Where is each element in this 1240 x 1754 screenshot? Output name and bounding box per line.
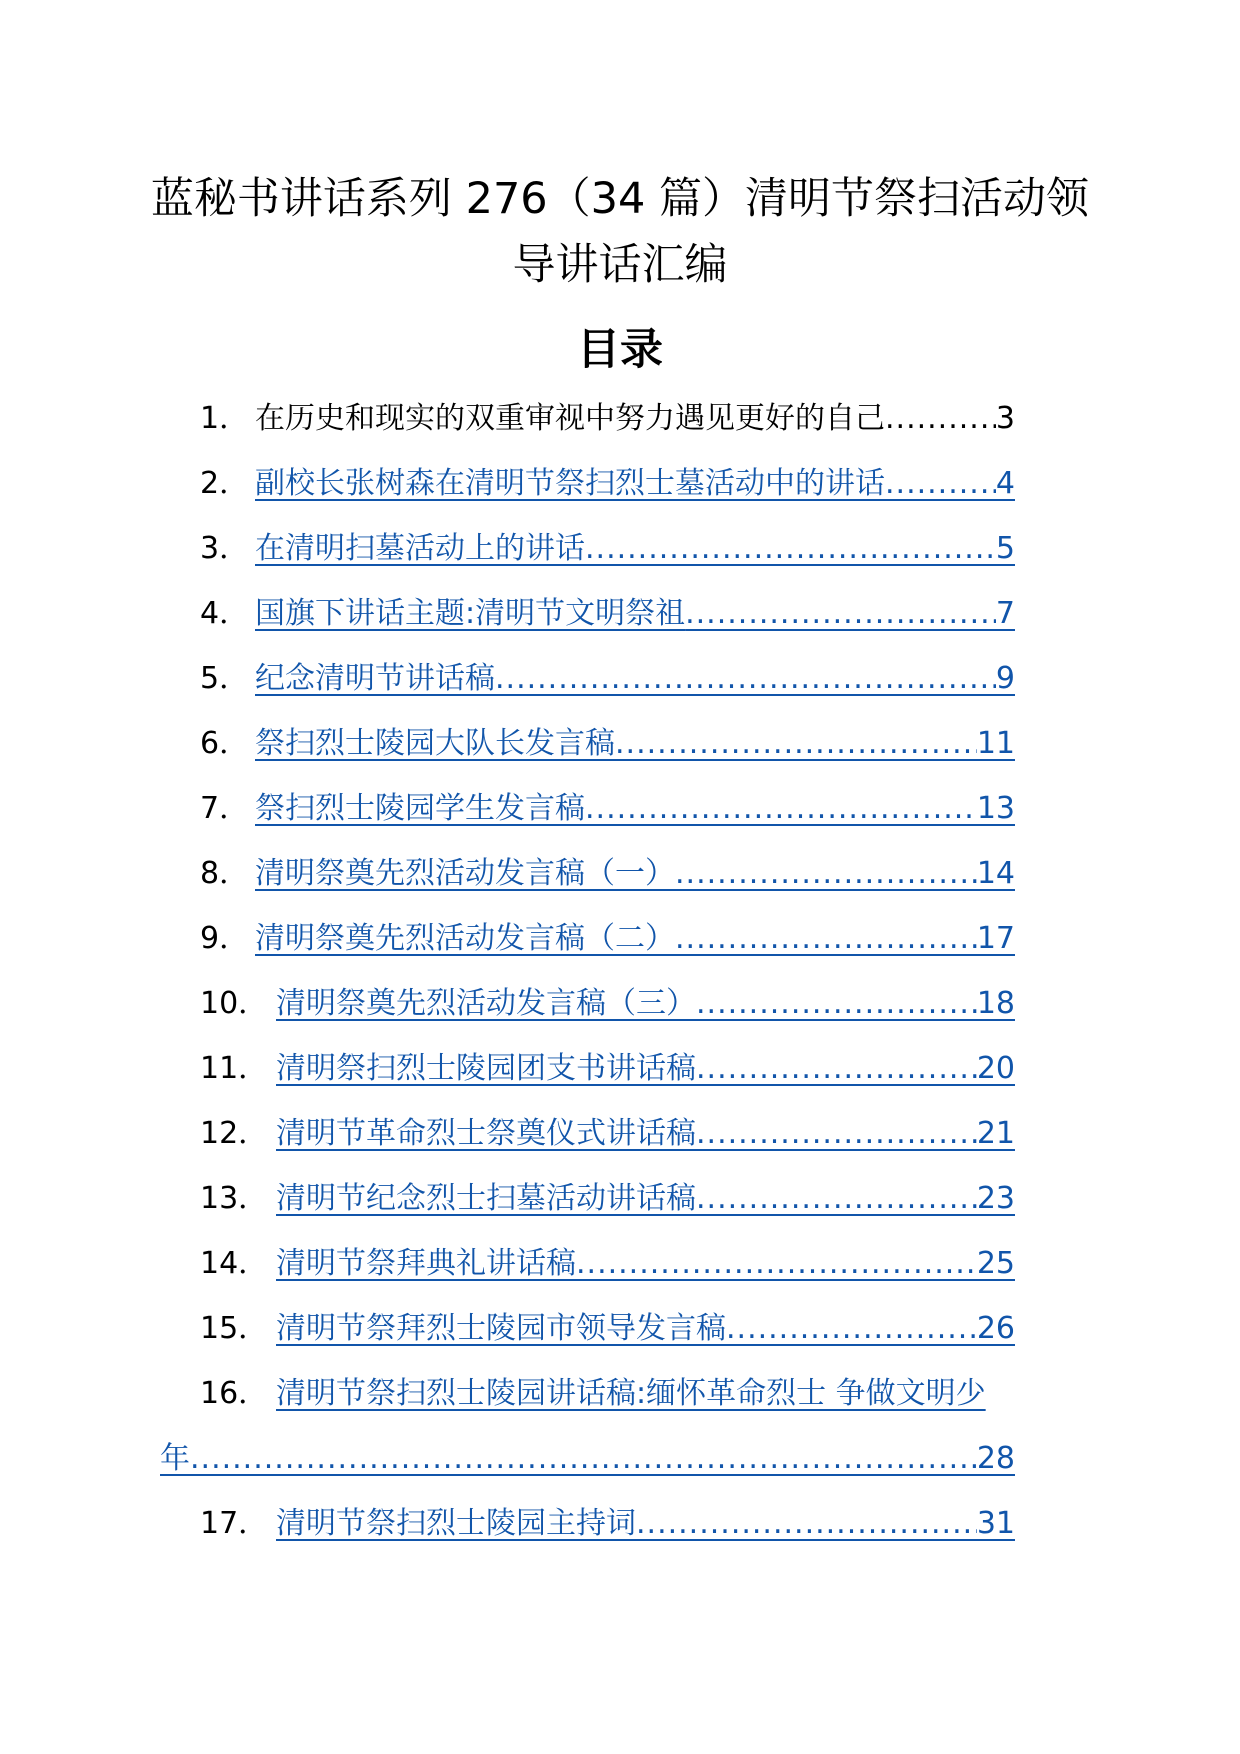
toc-entry-page: 17 (976, 921, 1015, 956)
toc-leader-dots (190, 1434, 977, 1484)
toc-leader-dots (636, 1499, 977, 1549)
toc-entry-title: 清明祭奠先烈活动发言稿（三） (276, 986, 696, 1021)
toc-entry-title: 清明节革命烈士祭奠仪式讲话稿 (276, 1116, 696, 1151)
toc-entry-link[interactable] (255, 914, 1015, 964)
toc-entry-page: 21 (976, 1116, 1015, 1151)
toc-entry-12 (160, 1109, 1100, 1174)
toc-entry-link[interactable] (255, 394, 1015, 444)
toc-entry-link[interactable] (255, 589, 1015, 639)
toc-entry-14 (160, 1239, 1100, 1304)
toc-leader-dots (675, 914, 977, 964)
toc-heading: 目录 (577, 325, 663, 375)
toc-entry-page: 4 (995, 466, 1015, 501)
toc-entry-link[interactable] (276, 1499, 1015, 1549)
toc-entry-number: 7． (200, 791, 250, 826)
toc-entry-page: 14 (976, 856, 1015, 891)
toc-entry-title: 国旗下讲话主题:清明节文明祭祖 (255, 596, 686, 631)
toc-entry-title-continued: 年 (160, 1441, 190, 1476)
toc-entry-link[interactable]: 清明节祭扫烈士陵园讲话稿:缅怀革命烈士 争做文明少 (276, 1376, 986, 1411)
toc-entry-7 (160, 784, 1100, 849)
toc-entry-1 (160, 394, 1100, 459)
toc-leader-dots (576, 1239, 977, 1289)
toc-entry-page: 9 (995, 661, 1015, 696)
toc-leader-dots (685, 589, 996, 639)
toc-leader-dots (885, 394, 996, 444)
toc-entry-number: 12． (200, 1116, 269, 1151)
toc-entry-page: 26 (976, 1311, 1015, 1346)
toc-leader-dots (585, 524, 996, 574)
toc-entry-link[interactable] (276, 1044, 1015, 1094)
toc-entry-number: 16． (200, 1376, 269, 1411)
toc-entry-link[interactable] (255, 524, 1015, 574)
toc-entry-number: 13． (200, 1181, 269, 1216)
toc-entry-title: 祭扫烈士陵园学生发言稿 (255, 791, 585, 826)
toc-entry-2 (160, 459, 1100, 524)
toc-entry-link[interactable] (160, 1434, 1015, 1484)
toc-entry-page: 5 (995, 531, 1015, 566)
toc-entry-title: 在清明扫墓活动上的讲话 (255, 531, 585, 566)
toc-entry-8 (160, 849, 1100, 914)
toc-entry-title: 副校长张树森在清明节祭扫烈士墓活动中的讲话 (255, 466, 885, 501)
toc-entry-link[interactable] (276, 1174, 1015, 1224)
toc-leader-dots (696, 979, 977, 1029)
toc-entry-17 (160, 1499, 1100, 1564)
toc-entry-link[interactable] (255, 784, 1015, 834)
toc-entry-6 (160, 719, 1100, 784)
toc-entry-page: 3 (995, 401, 1015, 436)
toc-entry-title: 清明节纪念烈士扫墓活动讲话稿 (276, 1181, 696, 1216)
toc-leader-dots (615, 719, 977, 769)
toc-entry-page: 25 (976, 1246, 1015, 1281)
toc-entry-number: 17． (200, 1506, 269, 1541)
toc-entry-link[interactable] (276, 1109, 1015, 1159)
toc-entry-number: 3． (200, 531, 250, 566)
toc-entry-9 (160, 914, 1100, 979)
toc-entry-number: 1． (200, 401, 250, 436)
toc-entry-link[interactable] (276, 1304, 1015, 1354)
toc-entry-page: 11 (976, 726, 1015, 761)
toc-leader-dots (585, 784, 977, 834)
toc-entry-title: 清明节祭拜烈士陵园市领导发言稿 (276, 1311, 726, 1346)
toc-entry-3 (160, 524, 1100, 589)
toc-entry-link[interactable] (255, 849, 1015, 899)
toc-entry-link[interactable] (255, 654, 1015, 704)
toc-leader-dots (675, 849, 977, 899)
toc-entry-number: 6． (200, 726, 250, 761)
toc-entry-number: 11． (200, 1051, 269, 1086)
toc-entry-number: 4． (200, 596, 250, 631)
toc-entry-title: 清明祭扫烈士陵园团支书讲话稿 (276, 1051, 696, 1086)
toc-entry-link[interactable] (276, 979, 1015, 1029)
toc-entry-title: 纪念清明节讲话稿 (255, 661, 495, 696)
toc-entry-16 (160, 1369, 1100, 1434)
toc-entry-page: 18 (976, 986, 1015, 1021)
toc-entry-title: 清明祭奠先烈活动发言稿（二） (255, 921, 675, 956)
toc-entry-13 (160, 1174, 1100, 1239)
toc-entry-page: 31 (976, 1506, 1015, 1541)
toc-entry-number: 15． (200, 1311, 269, 1346)
toc-leader-dots (696, 1174, 977, 1224)
toc-entry-10 (160, 979, 1100, 1044)
toc-entry-15 (160, 1304, 1100, 1369)
toc-entry-number: 8． (200, 856, 250, 891)
toc-entry-link[interactable] (255, 459, 1015, 509)
table-of-contents (160, 394, 1100, 1564)
toc-entry-title: 在历史和现实的双重审视中努力遇见更好的自己 (255, 401, 885, 436)
toc-entry-page: 7 (995, 596, 1015, 631)
toc-entry-page: 20 (976, 1051, 1015, 1086)
toc-entry-number: 10． (200, 986, 269, 1021)
toc-entry-page: 23 (976, 1181, 1015, 1216)
toc-entry-title: 清明祭奠先烈活动发言稿（一） (255, 856, 675, 891)
document-title: 蓝秘书讲话系列 276（34 篇）清明节祭扫活动领导讲话汇编 (150, 174, 1090, 290)
toc-entry-number: 14． (200, 1246, 269, 1281)
toc-entry-5 (160, 654, 1100, 719)
toc-entry-link[interactable] (276, 1239, 1015, 1289)
toc-entry-title: 清明节祭扫烈士陵园主持词 (276, 1506, 636, 1541)
toc-entry-16-continued (160, 1434, 1100, 1499)
toc-entry-title: 清明节祭拜典礼讲话稿 (276, 1246, 576, 1281)
toc-leader-dots (885, 459, 996, 509)
toc-entry-11 (160, 1044, 1100, 1109)
toc-entry-page: 28 (976, 1441, 1015, 1476)
toc-entry-number: 2． (200, 466, 250, 501)
toc-entry-number: 5． (200, 661, 250, 696)
toc-entry-number: 9． (200, 921, 250, 956)
toc-leader-dots (696, 1109, 977, 1159)
toc-entry-page: 13 (976, 791, 1015, 826)
toc-entry-link[interactable] (255, 719, 1015, 769)
toc-leader-dots (726, 1304, 977, 1354)
toc-leader-dots (495, 654, 996, 704)
toc-entry-4 (160, 589, 1100, 654)
toc-leader-dots (696, 1044, 977, 1094)
toc-entry-title: 祭扫烈士陵园大队长发言稿 (255, 726, 615, 761)
